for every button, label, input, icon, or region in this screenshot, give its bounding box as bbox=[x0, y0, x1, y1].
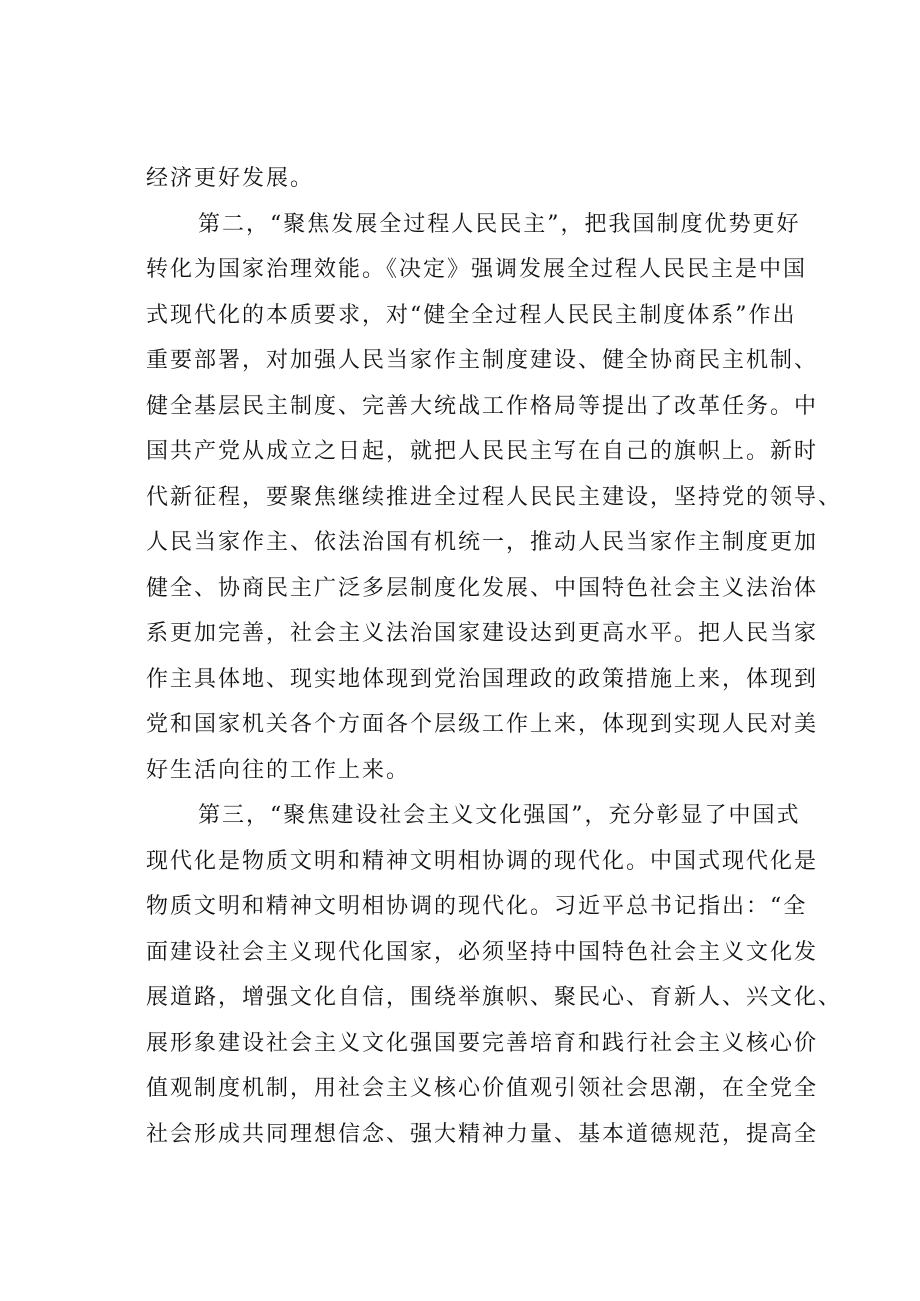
text-line: 面建设社会主义现代化国家，必须坚持中国特色社会主义文化发 bbox=[146, 939, 819, 965]
text-line: 健全、协商民主广泛多层制度化发展、中国特色社会主义法治体 bbox=[146, 575, 819, 601]
text-line: 经济更好发展。 bbox=[146, 166, 315, 191]
text-line: 展道路，增强文化自信，围绕举旗帜、聚民心、育新人、兴文化、 bbox=[146, 985, 843, 1010]
text-line: 现代化是物质文明和精神文明相协调的现代化。中国式现代化是 bbox=[146, 848, 819, 874]
text-line: 系更加完善，社会主义法治国家建设达到更高水平。把人民当家 bbox=[146, 621, 819, 646]
text-line: 代新征程，要聚焦继续推进全过程人民民主建设，坚持党的领导、 bbox=[146, 484, 843, 510]
text-line: 值观制度机制，用社会主义核心价值观引领社会思潮，在全党全 bbox=[146, 1076, 819, 1101]
text-line: 作主具体地、现实地体现到党治国理政的政策措施上来，体现到 bbox=[146, 666, 819, 692]
text-line: 物质文明和精神文明相协调的现代化。习近平总书记指出：“全 bbox=[146, 894, 808, 919]
text-line: 健全基层民主制度、完善大统战工作格局等提出了改革任务。中 bbox=[146, 393, 819, 419]
paragraph-start-line: 第三，“聚焦建设社会主义文化强国”，充分彰显了中国式 bbox=[198, 803, 801, 828]
text-line: 重要部署，对加强人民当家作主制度建设、健全协商民主机制、 bbox=[146, 348, 819, 373]
body-text bbox=[146, 156, 843, 1157]
text-line: 国共产党从成立之日起，就把人民民主写在自己的旗帜上。新时 bbox=[146, 439, 819, 464]
text-line: 党和国家机关各个方面各个层级工作上来，体现到实现人民对美 bbox=[146, 712, 819, 737]
paragraph-start-line: 第二，“聚焦发展全过程人民民主”，把我国制度优势更好 bbox=[198, 211, 801, 237]
text-line: 展形象建设社会主义文化强国要完善培育和践行社会主义核心价 bbox=[146, 1030, 819, 1056]
text-line: 人民当家作主、依法治国有机统一，推动人民当家作主制度更加 bbox=[146, 530, 819, 555]
text-line: 转化为国家治理效能。《决定》强调发展全过程人民民主是中国 bbox=[146, 257, 808, 282]
text-line: 式现代化的本质要求，对“健全全过程人民民主制度体系”作出 bbox=[146, 302, 797, 328]
text-line: 好生活向往的工作上来。 bbox=[146, 757, 411, 783]
text-line: 社会形成共同理想信念、强大精神力量、基本道德规范，提高全 bbox=[146, 1121, 819, 1147]
